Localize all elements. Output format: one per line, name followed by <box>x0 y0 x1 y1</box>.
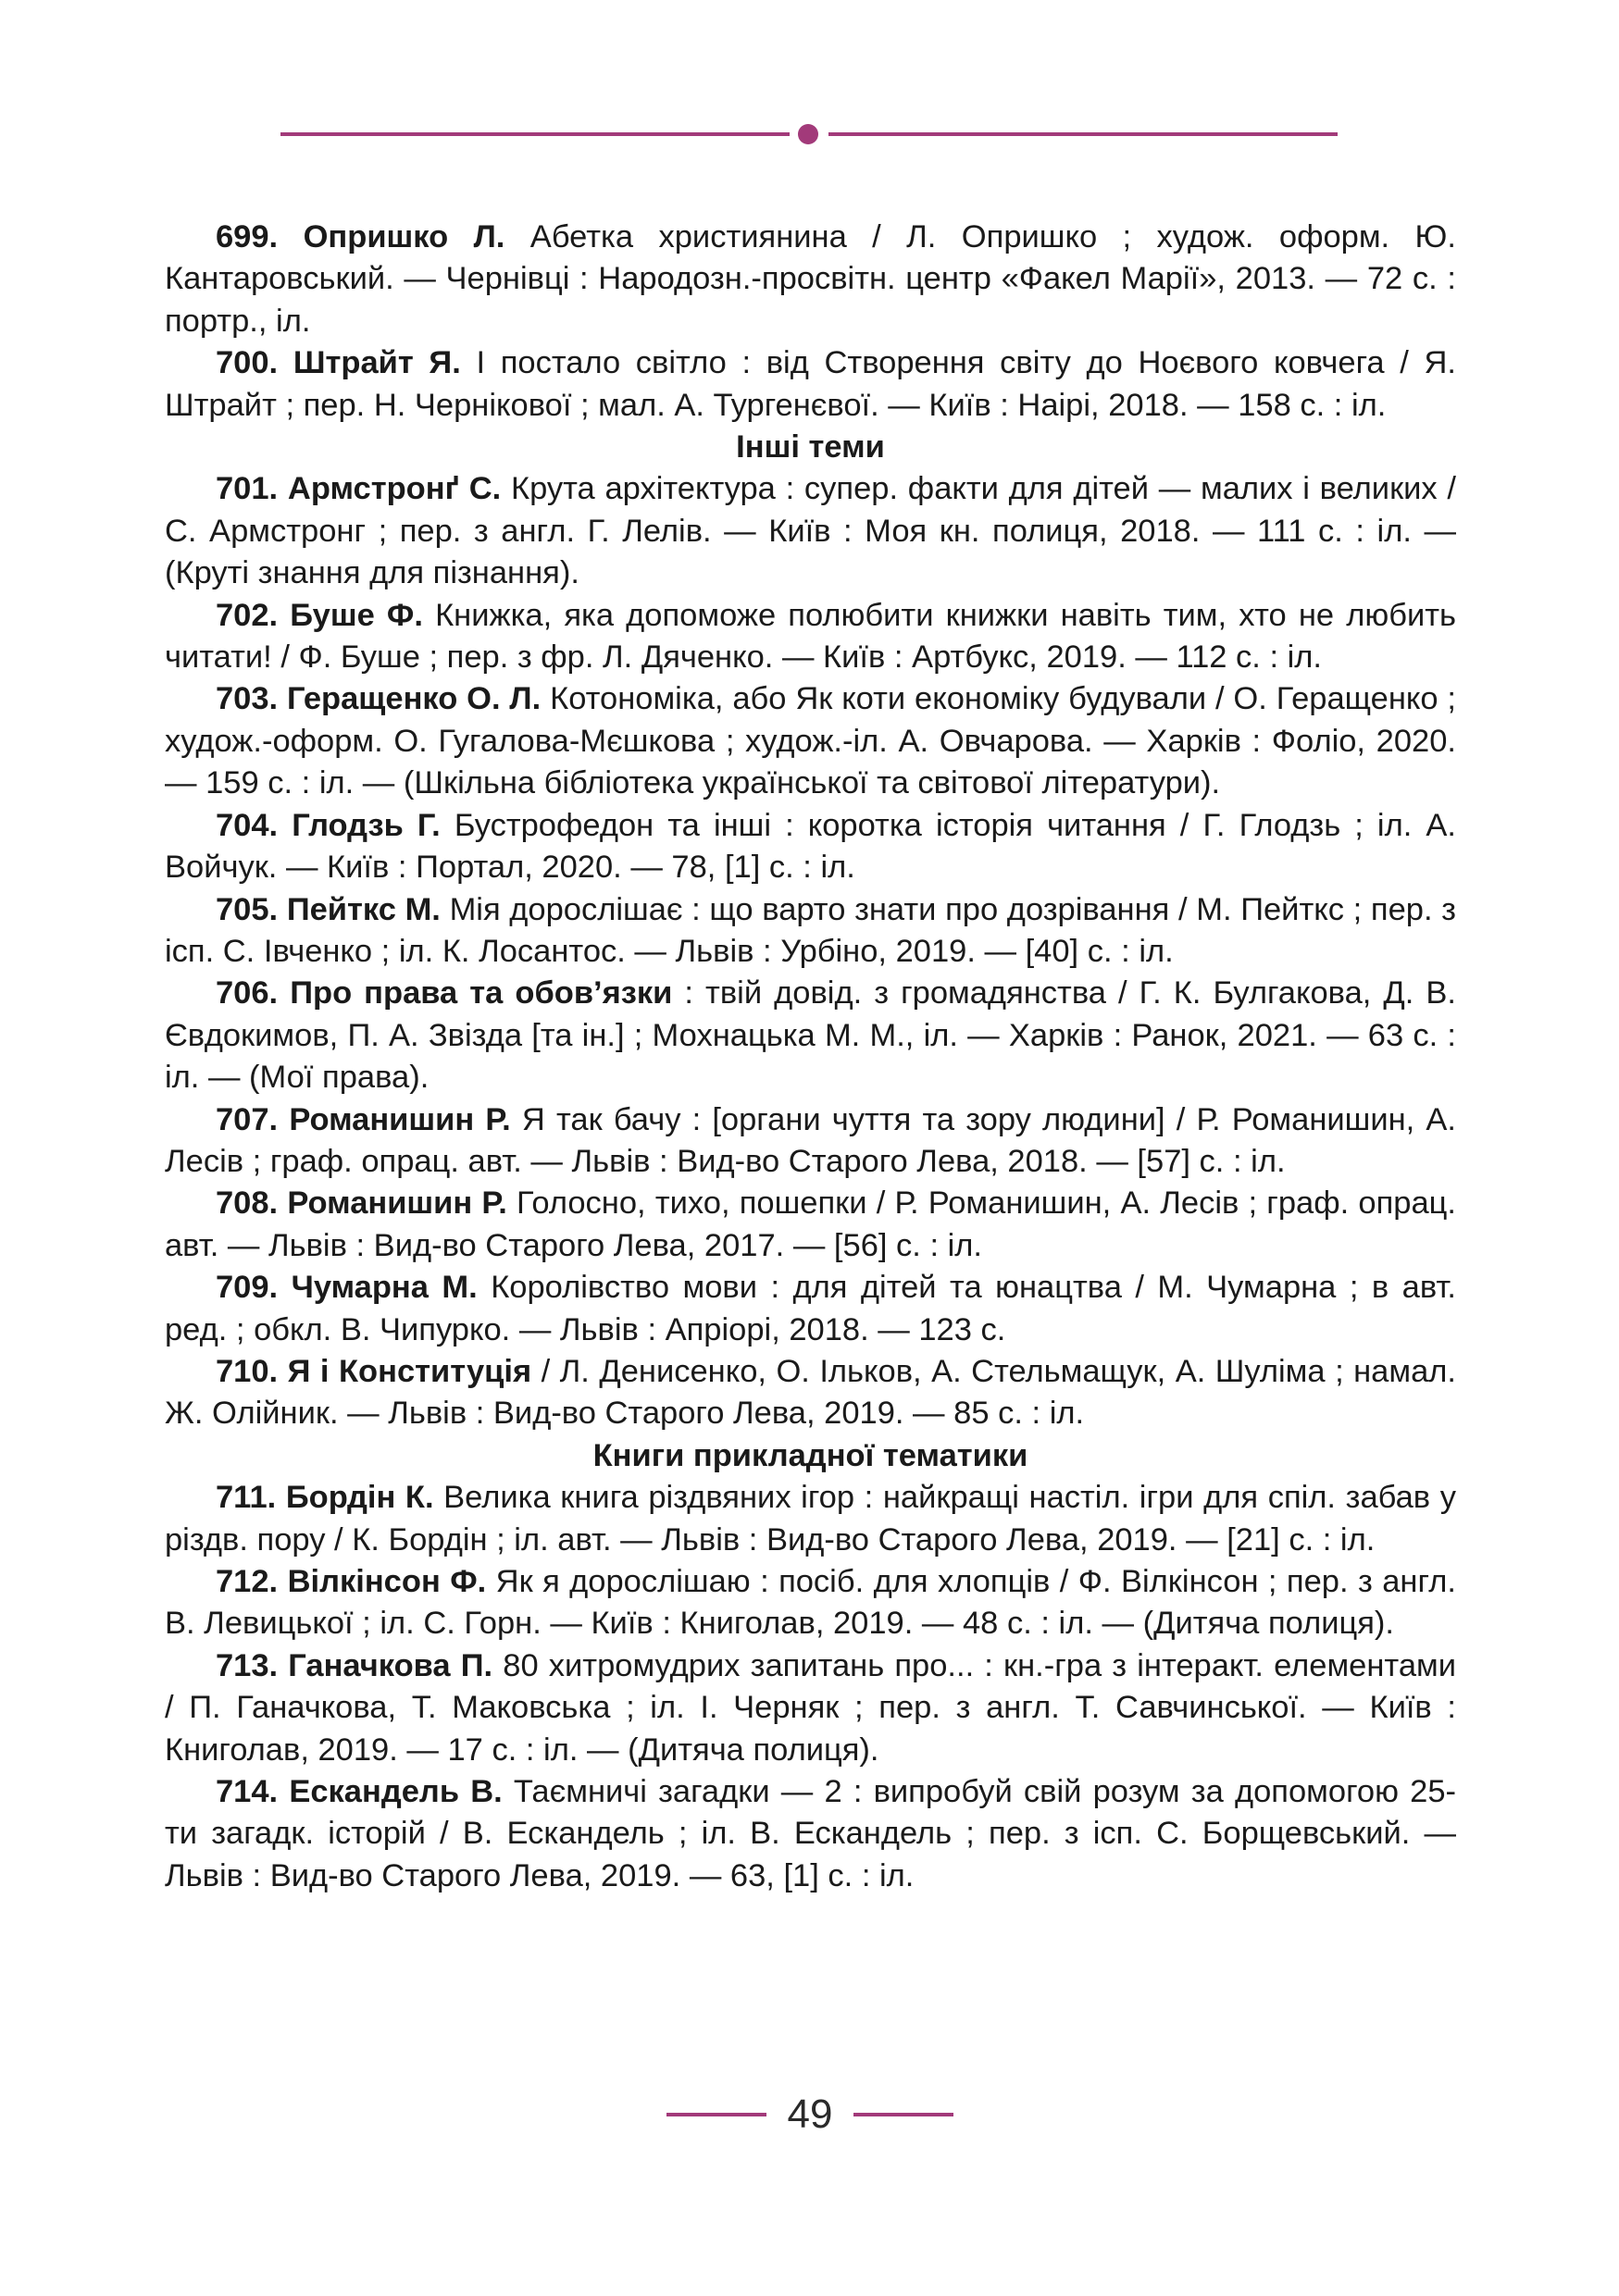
entry-number: 703. <box>216 681 279 717</box>
entry-number: 702. <box>216 597 279 633</box>
entry-number: 701. <box>216 471 279 507</box>
entry-author: Штрайт Я. <box>293 345 461 381</box>
entry-description: : твій довід. з громадянства / Г. К. Булгакова, Д. В. Євдокимов, П. А. Звізда [та ін.] ; Мохнацька М. М., іл. — Харків : Ранок, 2021. — 63 с. : іл. — (Мої права). <box>165 975 1456 1096</box>
entry-description: Я так бачу : [органи чуття та зору людини] / Р. Романишин, А. Лесів ; граф. опрац. авт. — Львів : Вид-во Старого Лева, 2018. — [57] с. : іл. <box>165 1101 1456 1179</box>
bibliography-entry <box>165 973 1456 1098</box>
entry-author: Опришко Л. <box>303 219 505 254</box>
section-heading: Інші теми <box>736 429 885 465</box>
bibliography-entry <box>165 217 1456 342</box>
bibliography-entry <box>165 1099 1456 1184</box>
bibliography-entry <box>165 1771 1456 1897</box>
entry-description: Таємничі загадки — 2 : випробуй свій розум за допомогою 25-ти загадк. історій / В. Ескандель ; іл. В. Ескандель ; пер. з ісп. С. Борщевський. — Львів : Вид-во Старого Лева, 2019. — 63, [1] с. : іл. <box>165 1774 1457 1893</box>
header-rule-left <box>280 132 790 136</box>
entry-number: 700. <box>216 345 279 381</box>
bibliography-entry <box>165 678 1456 804</box>
entry-description: Голосно, тихо, пошепки / Р. Романишин, А. Лесів ; граф. опрац. авт. — Львів : Вид-во Старого Лева, 2017. — [56] с. : іл. <box>165 1185 1456 1263</box>
entry-description: І постало світло : від Створення світу до Ноєвого ковчега / Я. Штрайт ; пер. Н. Чернікової ; мал. А. Тургенєвої. — Київ : Наірі, 2018. — 158 с. : іл. <box>165 345 1457 423</box>
header-rule-right <box>828 132 1338 136</box>
entry-description: Бустрофедон та інші : коротка історія читання / Г. Глодзь ; іл. А. Войчук. — Київ : Портал, 2020. — 78, [1] с. : іл. <box>165 807 1456 886</box>
entry-description: Велика книга різдвяних ігор : найкращі настіл. ігри для спіл. забав у різдв. пору / К. Бордін ; іл. авт. — Львів : Вид-во Старого Лева, 2019. — [21] с. : іл. <box>165 1480 1456 1558</box>
bibliography-entry <box>165 595 1456 679</box>
entry-author: Ганачкова П. <box>288 1647 493 1683</box>
entry-author: Романишин Р. <box>287 1185 507 1222</box>
page-number: 49 <box>787 2091 833 2137</box>
entry-author: Буше Ф. <box>290 597 423 633</box>
bibliography-entry <box>165 1477 1456 1561</box>
header-dot <box>798 124 818 144</box>
entry-author: Вілкінсон Ф. <box>287 1564 487 1599</box>
entry-author: Романишин Р. <box>289 1101 511 1137</box>
entry-number: 705. <box>216 891 279 927</box>
entry-number: 699. <box>216 219 279 254</box>
entry-number: 706. <box>216 975 279 1011</box>
bibliography-entry <box>165 1351 1456 1435</box>
entry-number: 714. <box>216 1774 279 1810</box>
entry-number: 704. <box>216 807 279 843</box>
entry-author: Геращенко О. Л. <box>287 681 542 717</box>
entry-number: 708. <box>216 1185 279 1222</box>
entry-description: Як я дорослішаю : посіб. для хлопців / Ф. Вілкінсон ; пер. з англ. В. Левицької ; іл. С. Горн. — Київ : Книголав, 2019. — 48 с. : іл. — (Дитяча полиця). <box>165 1564 1456 1642</box>
bibliography-entry <box>165 1267 1456 1351</box>
entry-description: Книжка, яка допоможе полюбити книжки навіть тим, хто не любить читати! / Ф. Буше ; пер. з фр. Л. Дяченко. — Київ : Артбукс, 2019. — 112 с. : іл. <box>165 597 1457 676</box>
bibliography-entry <box>165 1561 1456 1645</box>
footer-ornament <box>666 2090 953 2140</box>
entry-description: Абетка християнина / Л. Опришко ; худож. оформ. Ю. Кантаровський. — Чернівці : Народозн.-просвітн. центр «Факел Марії», 2013. — 72 с. : портр., іл. <box>165 219 1456 339</box>
entry-author: Про права та обов’язки <box>290 975 673 1011</box>
entry-number: 713. <box>216 1647 279 1683</box>
entry-number: 707. <box>216 1101 279 1137</box>
entry-description: Котономіка, або Як коти економіку будували / О. Геращенко ; худож.-оформ. О. Гугалова-Мєшкова ; худож.-іл. А. Овчарова. — Харків : Фоліо, 2020. — 159 с. : іл. — (Шкільна бібліотека української та світової літератури). <box>165 681 1456 801</box>
entry-description: Королівство мови : для дітей та юнацтва / М. Чумарна ; в авт. ред. ; обкл. В. Чипурко. — Львів : Апріорі, 2018. — 123 с. <box>165 1270 1456 1347</box>
entry-number: 712. <box>216 1564 279 1599</box>
bibliography-entry <box>165 889 1456 974</box>
section-heading: Книги прикладної тематики <box>592 1437 1028 1473</box>
entry-number: 711. <box>216 1480 277 1516</box>
entry-author: Бордін К. <box>285 1480 434 1516</box>
bibliography-list <box>165 217 1456 1897</box>
entry-description: Мія дорослішає : що варто знати про дозрівання / М. Пейткс ; пер. з ісп. С. Івченко ; іл. К. Лосантос. — Львів : Урбіно, 2019. — [40] с. : іл. <box>165 891 1457 969</box>
entry-author: Армстронґ С. <box>287 471 502 507</box>
bibliography-entry <box>165 1645 1456 1771</box>
entry-description: Крута архітектура : супер. факти для дітей — малих і великих / С. Армстронг ; пер. з англ. Г. Лелів. — Київ : Моя кн. полиця, 2018. — 111 с. : іл. — (Круті знання для пізнання). <box>165 471 1457 591</box>
entry-author: Чумарна М. <box>291 1270 478 1306</box>
bibliography-entry <box>165 342 1456 427</box>
entry-number: 710. <box>216 1353 279 1389</box>
bibliography-entry <box>165 1183 1456 1267</box>
entry-author: Глодзь Г. <box>292 807 441 843</box>
entry-author: Пейткс М. <box>286 891 441 927</box>
bibliography-entry <box>165 805 1456 889</box>
entry-author: Я і Конституція <box>287 1353 532 1389</box>
header-ornament <box>280 120 1338 148</box>
entry-number: 709. <box>216 1270 279 1306</box>
entry-description: 80 хитромудрих запитань про... : кн.-гра з інтеракт. елементами / П. Ганачкова, Т. Маковська ; іл. І. Черняк ; пер. з англ. Т. Савчинської. — Київ : Книголав, 2019. — 17 с. : іл. — (Дитяча полиця). <box>165 1647 1457 1768</box>
bibliography-entry <box>165 468 1456 594</box>
entry-author: Ескандель В. <box>289 1774 503 1810</box>
entry-description: / Л. Денисенко, О. Ільков, А. Стельмащук, А. Шуліма ; намал. Ж. Олійник. — Львів : Вид-во Старого Лева, 2019. — 85 с. : іл. <box>165 1353 1456 1432</box>
footer-rule-right <box>853 2113 953 2116</box>
